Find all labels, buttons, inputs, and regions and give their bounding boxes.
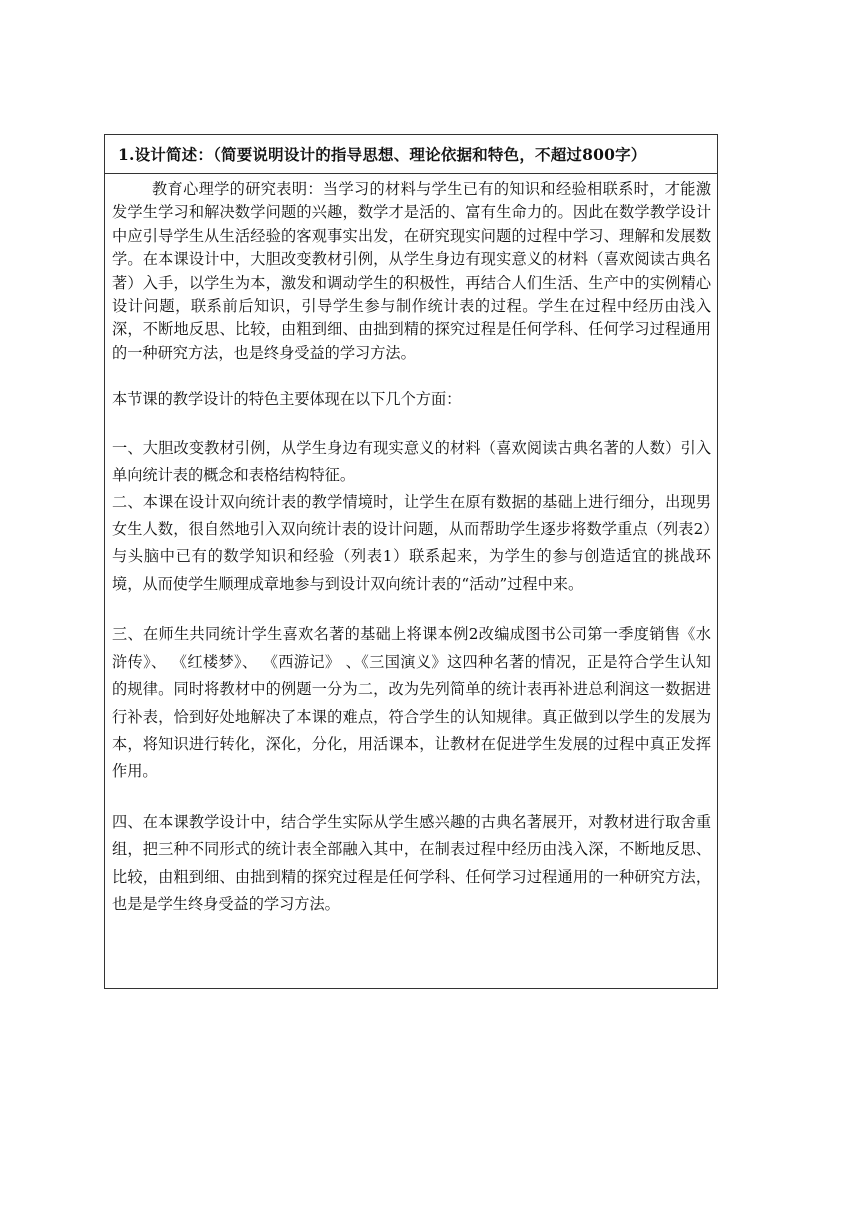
design-summary-table xyxy=(104,134,718,989)
design-summary-body xyxy=(105,178,717,918)
feature-point-1: 一、大胆改变教材引例，从学生身边有现实意义的材料（喜欢阅读古典名著的人数）引入 单向统计表的概念和表格结构特征。 xyxy=(112,438,711,484)
feature-point-4: 四、在本课教学设计中，结合学生实际从学生感兴趣的古典名著展开，对教材进行取舍重组，把三种不同形式的统计表全部融入其中，在制表过程中经历由浅入深，不断地反思、比较，由粗到细、由拙到精的探究过程是任何学科、任何学习过程通用的一种研究方法，也是是学生终身受益的学习方法。 xyxy=(112,812,711,913)
features-lead: 本节课的教学设计的特色主要体现在以下几个方面： xyxy=(112,390,462,409)
section-heading: 1.设计简述：（简要说明设计的指导思想、理论依据和特色，不超过800字） xyxy=(105,135,717,174)
intro-paragraph: 教育心理学的研究表明：当学习的材料与学生已有的知识和经验相联系时，才能激发学生学习和解决数学问题的兴趣，数学才是活的、富有生命力的。因此在数学教学设计中应引导学生从生活经验的客观事实出发，在研究现实问题的过程中学习、理解和发展数学。在本课设计中，大胆改变教材引例，从学生身边有现实意义的材料（喜欢阅读古典名著）入手，以学生为本，激发和调动学生的积极性，再结合人们生活、生产中的实例精心设计问题，联系前后知识，引导学生参与制作统计表的过程。学生在过程中经历由浅入深，不断地反思、比较，由粗到细、由拙到精的探究过程是任何学科、任何学习过程通用的一种研究方法，也是终身受益的学习方法。 xyxy=(112,180,711,362)
feature-point-3: 三、在师生共同统计学生喜欢名著的基础上将课本例2改编成图书公司第一季度销售《水浒传》、 《红楼梦》、 《西游记》 、《三国演义》这四种名著的情况，正是符合学生认知的规律。同时将教材中的例题一分为二，改为先列简单的统计表再补进总利润这一数据进行补表，恰到好处地解决了本课的难点，符合学生的认知规律。真正做到以学生的发展为本，将知识进行转化，深化，分化，用活课本，让教材在促进学生发展的过程中真正发挥作用。 xyxy=(112,625,711,781)
feature-point-2: 二、本课在设计双向统计表的教学情境时，让学生在原有数据的基础上进行细分，出现男女生人数，很自然地引入双向统计表的设计问题，从而帮助学生逐步将数学重点（列表2）与头脑中已有的数学知识和经验（列表1）联系起来，为学生的参与创造适宜的挑战环境，从而使学生顺理成章地参与到设计双向统计表的“活动”过程中来。 xyxy=(112,492,711,593)
